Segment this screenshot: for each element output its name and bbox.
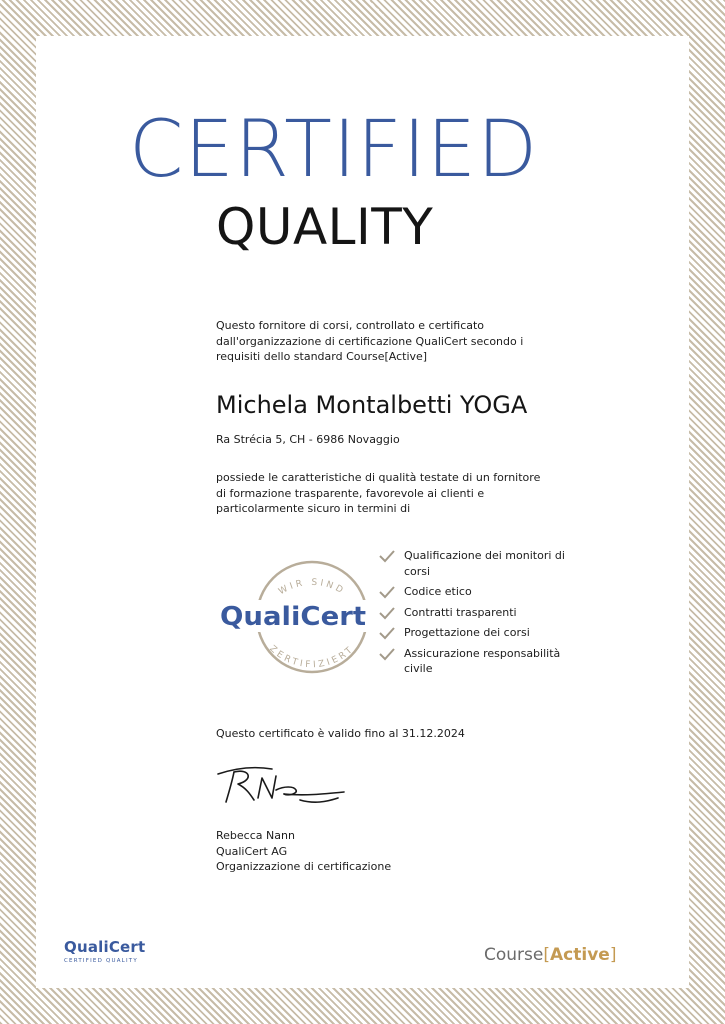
list-item — [378, 548, 578, 579]
checkmark-icon — [378, 549, 396, 563]
signer-company: QualiCert AG — [216, 844, 288, 858]
signer-block — [216, 828, 391, 875]
qualities-text: possiede le caratteristiche di qualità testate di un fornitore di formazione trasparente, favorevole ai clienti e particolarmente sicuro in termini di — [216, 471, 541, 515]
list-item — [378, 646, 578, 677]
criteria-label: Qualificazione dei monitori di corsi — [404, 549, 565, 578]
list-item — [378, 584, 578, 600]
seal-bottom-text: ZERTIFIZIERT — [267, 643, 357, 671]
list-item — [378, 625, 578, 641]
checkmark-icon — [378, 585, 396, 599]
signer-role: Organizzazione di certificazione — [216, 860, 392, 873]
list-item — [378, 605, 578, 621]
signature-icon — [214, 760, 354, 816]
course-active-logo — [484, 944, 616, 966]
criteria-label: Assicurazione responsabilità civile — [404, 646, 561, 675]
title-quality: QUALITY — [216, 198, 434, 256]
qualicert-seal-icon — [220, 557, 370, 677]
course-bracket-close: ] — [609, 945, 617, 965]
signer-name: Rebecca Nann — [216, 829, 295, 842]
footer-tagline: CERTIFIED QUALITY — [64, 958, 138, 964]
course-active-word: Active — [550, 945, 610, 965]
svg-text:ZERTIFIZIERT — [267, 644, 356, 670]
provider-address: Ra Strécia 5, CH - 6986 Novaggio — [216, 433, 400, 446]
intro-text: Questo fornitore di corsi, controllato e certificato dall'organizzazione di certificazione QualiCert secondo i requisiti dello standard Course[Active] — [216, 319, 524, 363]
footer-brand: QualiCert — [64, 938, 146, 956]
course-prefix: Course — [484, 945, 544, 965]
criteria-label: Progettazione dei corsi — [404, 626, 530, 639]
validity-text: Questo certificato è valido fino al 31.12.2024 — [216, 727, 465, 740]
course-bracket-open: [ — [543, 945, 550, 965]
seal-top-text: WIR SIND — [277, 577, 347, 598]
criteria-label: Codice etico — [404, 585, 472, 598]
checkmark-icon — [378, 647, 396, 661]
svg-text:WIR SIND — [277, 578, 347, 597]
criteria-label: Contratti trasparenti — [404, 605, 517, 619]
criteria-list — [378, 548, 578, 682]
checkmark-icon — [378, 606, 396, 620]
provider-name: Michela Montalbetti YOGA — [216, 391, 528, 419]
checkmark-icon — [378, 626, 396, 640]
seal-brand: QualiCert — [220, 602, 366, 632]
qualicert-logo — [64, 938, 145, 965]
title-certified: CERTIFIED — [129, 105, 539, 195]
